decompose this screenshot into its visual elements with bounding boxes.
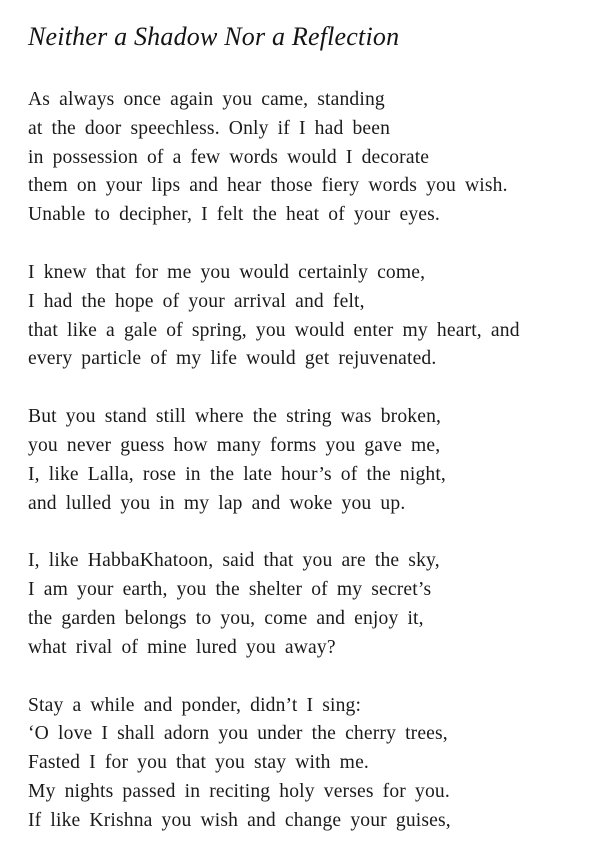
poem-body: [28, 86, 594, 865]
poem-line: every particle of my life would get rejuvenated.: [28, 348, 437, 370]
poem-line: that like a gale of spring, you would enter my heart, and: [28, 319, 520, 341]
poem-line: But you stand still where the string was broken,: [28, 406, 442, 428]
poem-line: Stay a while and ponder, didn’t I sing:: [28, 694, 362, 716]
poem-line: I, like HabbaKhatoon, said that you are the sky,: [28, 550, 440, 572]
poem-line: them on your lips and hear those fiery words you wish.: [28, 175, 508, 197]
poem-line: If like Krishna you wish and change your guises,: [28, 809, 451, 831]
poem-line: I am your earth, you the shelter of my secret’s: [28, 579, 432, 601]
poem-line: I knew that for me you would certainly come,: [28, 261, 426, 283]
poem-line: I had the hope of your arrival and felt,: [28, 290, 365, 312]
poem-line: As always once again you came, standing: [28, 89, 385, 110]
poem-line: My nights passed in reciting holy verses for you.: [28, 780, 450, 802]
stanza-2: [28, 259, 594, 374]
poem-line: Unable to decipher, I felt the heat of your eyes.: [28, 204, 440, 226]
stanza-5: [28, 692, 594, 836]
poem-line: at the door speechless. Only if I had been: [28, 117, 391, 139]
stanza-4: [28, 547, 594, 662]
poem-line: ‘O love I shall adorn you under the cherry trees,: [28, 723, 448, 745]
poem-line: the garden belongs to you, come and enjoy it,: [28, 607, 424, 629]
poem-line: in possession of a few words would I decorate: [28, 146, 430, 168]
poem-line: and lulled you in my lap and woke you up.: [28, 492, 406, 514]
poem-line: you never guess how many forms you gave me,: [28, 434, 441, 456]
stanza-1: [28, 86, 594, 230]
poem-line: Fasted I for you that you stay with me.: [28, 752, 369, 774]
poem-title: Neither a Shadow Nor a Reflection: [28, 22, 400, 51]
stanza-3: [28, 403, 594, 518]
poem-line: I, like Lalla, rose in the late hour’s of the night,: [28, 463, 446, 485]
poem-line: what rival of mine lured you away?: [28, 636, 336, 658]
